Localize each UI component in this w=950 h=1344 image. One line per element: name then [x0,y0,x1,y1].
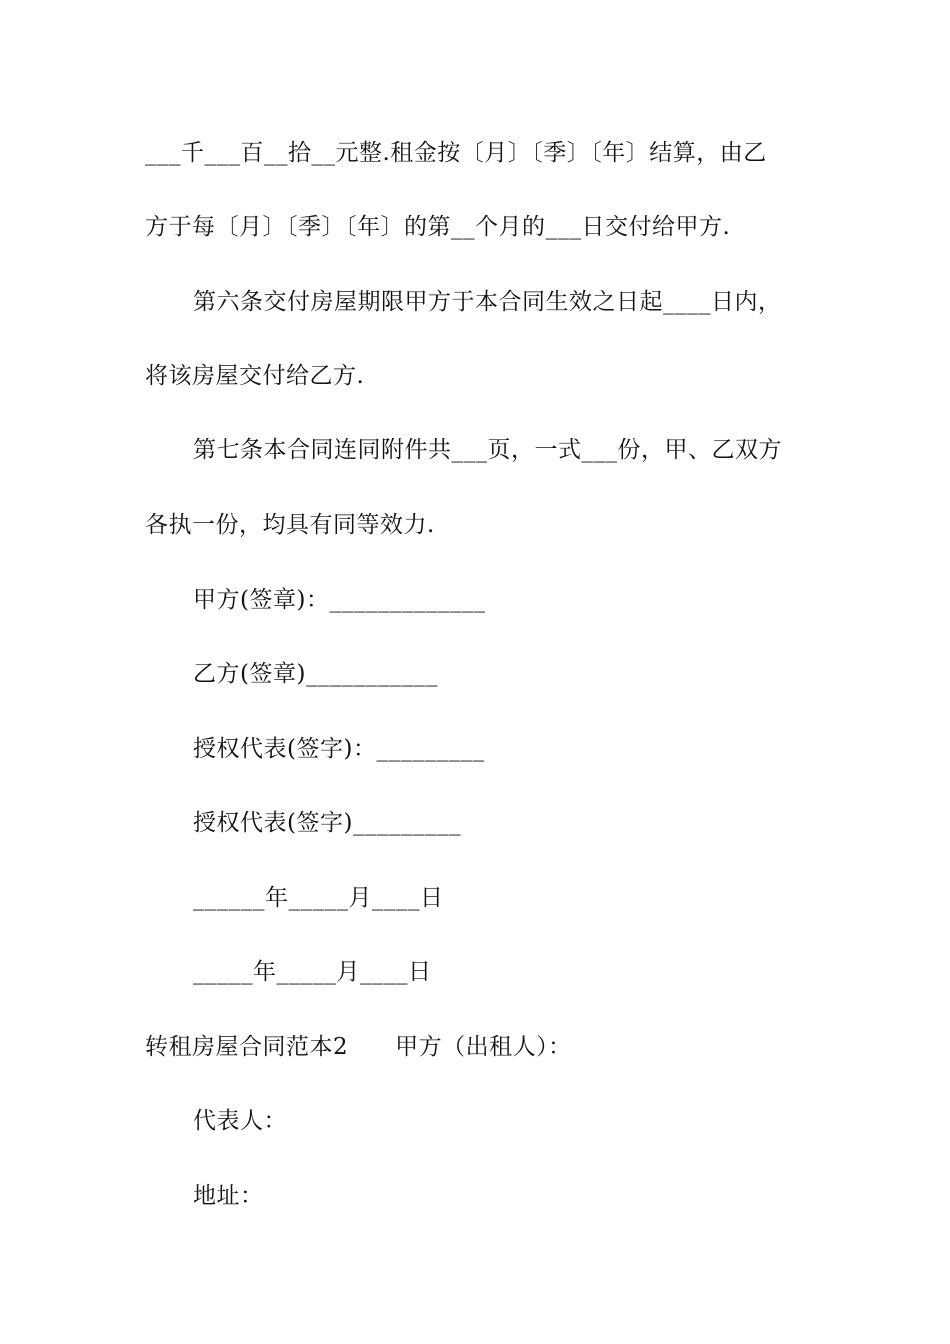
paragraph-rent-amount: ___千___百__拾__元整.租金按〔月〕〔季〕〔年〕结算，由乙 [145,140,767,166]
article-six-delivery-period: 第六条交付房屋期限甲方于本合同生效之日起____日内， [193,289,782,315]
address-label: 地址： [193,1183,264,1209]
article-six-continuation: 将该房屋交付给乙方. [145,363,365,389]
authorized-rep-b-signature-line: 授权代表(签字)_________ [193,810,461,836]
template-2-heading: 转租房屋合同范本2 甲方（出租人）： [145,1034,572,1060]
article-seven-copies: 第七条本合同连同附件共___页，一式___份，甲、乙双方 [193,437,782,463]
article-seven-continuation: 各执一份，均具有同等效力. [145,512,435,538]
date-line-b: _____年_____月____日 [193,959,432,985]
paragraph-rent-payment: 方于每〔月〕〔季〕〔年〕的第__个月的___日交付给甲方. [145,214,731,240]
party-b-signature-line: 乙方(签章)___________ [193,661,438,687]
date-line-a: ______年_____月____日 [193,885,444,911]
party-a-signature-line: 甲方(签章)：_____________ [193,587,486,613]
representative-label: 代表人： [193,1108,287,1134]
authorized-rep-a-signature-line: 授权代表(签字)：_________ [193,736,485,762]
